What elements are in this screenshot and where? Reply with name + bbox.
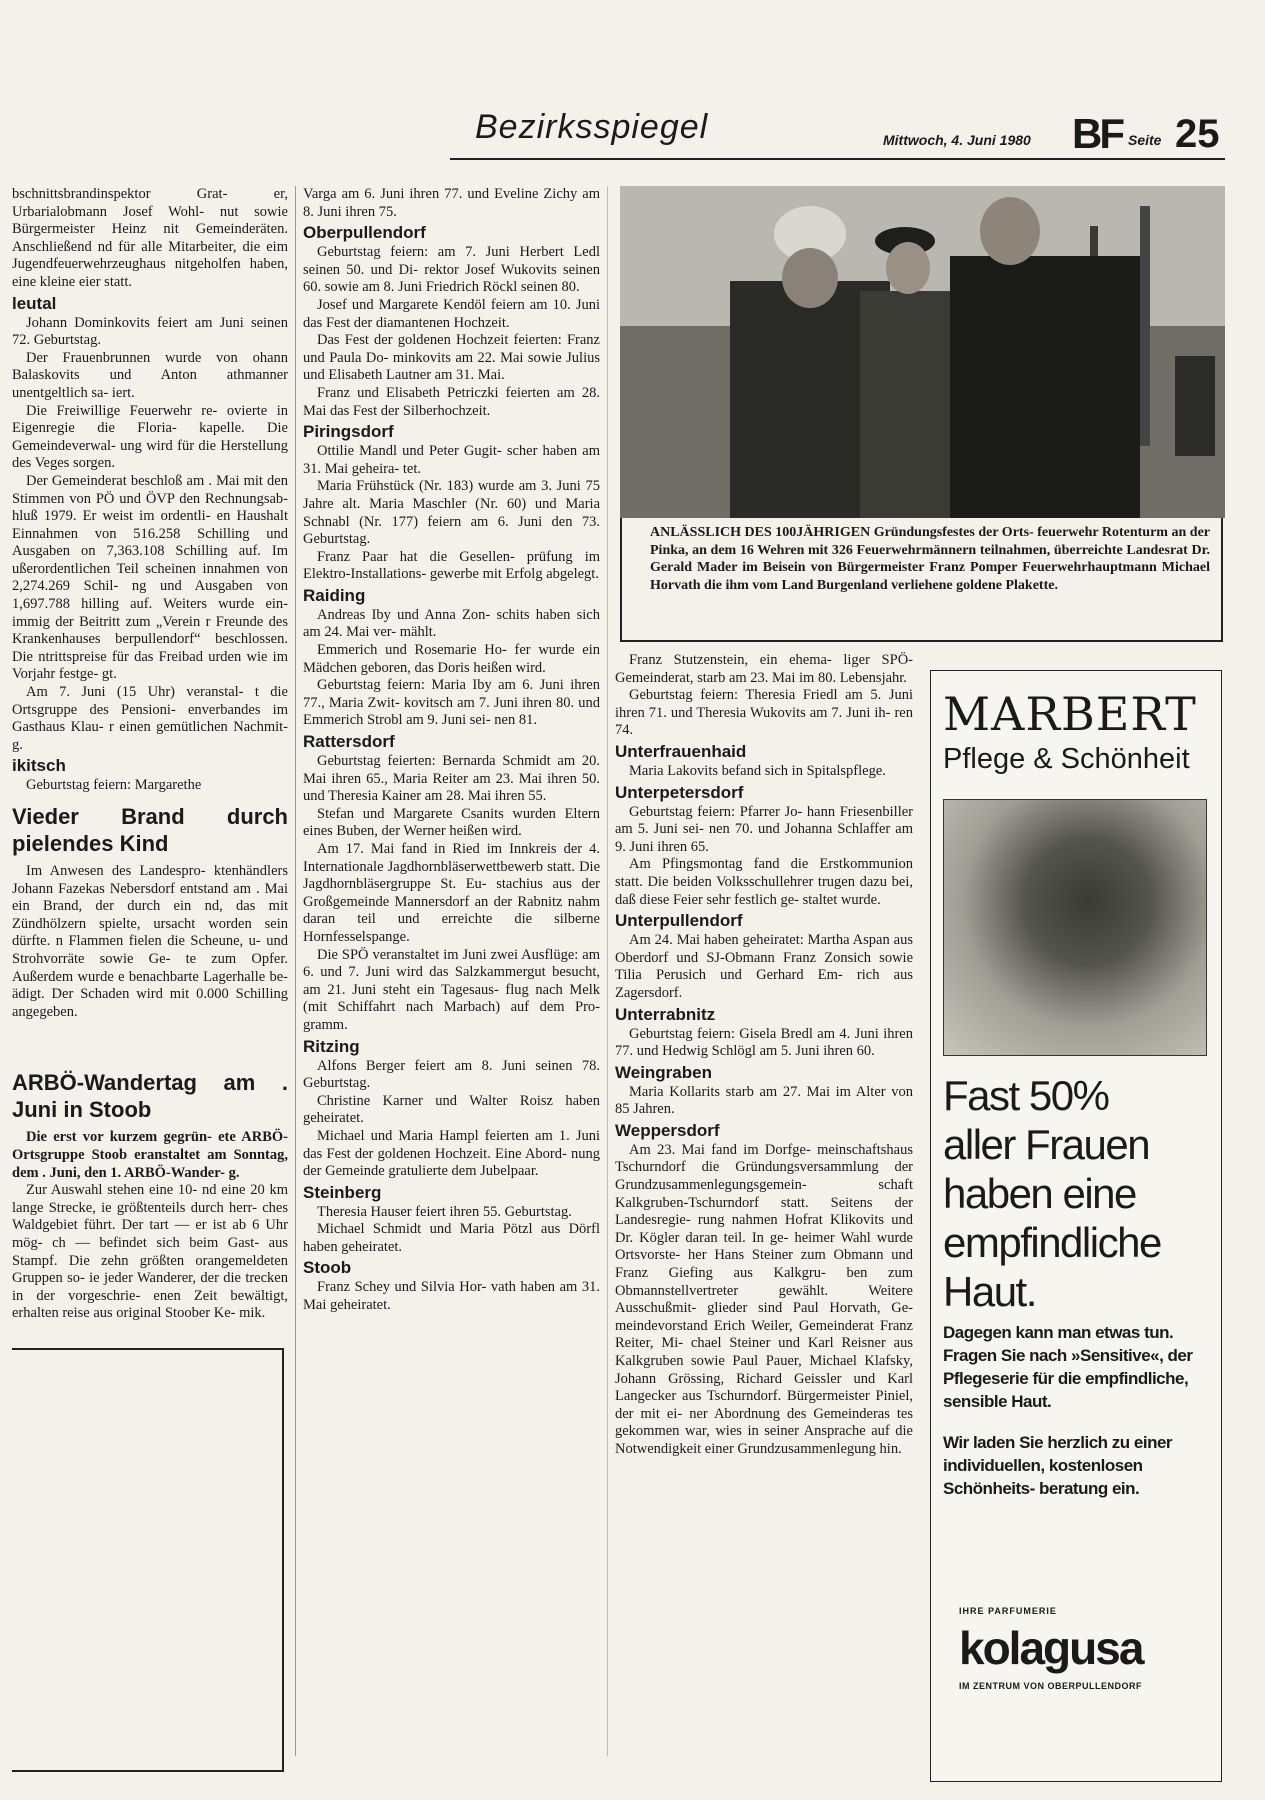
paragraph: Ottilie Mandl und Peter Gugit- scher haben am 31. Mai geheira- tet. xyxy=(303,443,600,477)
paragraph: Emmerich und Rosemarie Ho- fer wurde ein Mädchen geboren, das Doris heißen wird. xyxy=(303,642,600,676)
paragraph: Alfons Berger feiert am 8. Juni seinen 78. Geburtstag. xyxy=(303,1057,600,1092)
paragraph: Geburtstag feierten: Bernarda Schmidt am 20. Mai ihren 65., Maria Reiter am 23. Mai ihren 50. und Theresia Kainer am 28. Mai ihren 55. xyxy=(303,753,600,805)
lead-paragraph: Die erst vor kurzem gegrün- ete ARBÖ-Ortsgruppe Stoob eranstaltet am Sonntag, dem . Juni, den 1. ARBÖ-Wander- g. xyxy=(12,1129,288,1181)
article-column-2 xyxy=(303,186,600,1776)
section-heading: Weingraben xyxy=(615,1062,712,1082)
paragraph: Geburtstag feiern: Maria Iby am 6. Juni ihren 77., Maria Zwit- kovitsch am 7. Juni ihren 80. und Emmerich Strobl am 9. Juni sei- nen 81. xyxy=(303,677,600,729)
paragraph: Andreas Iby und Anna Zon- schits haben sich am 24. Mai ver- mählt. xyxy=(303,606,600,641)
section-heading: Oberpullendorf xyxy=(303,223,426,243)
paragraph: Geburtstag feiern: Margarethe xyxy=(26,777,202,794)
paragraph: Theresia Hauser feiert ihren 55. Geburtstag. xyxy=(317,1203,572,1220)
paragraph: Am 7. Juni (15 Uhr) veranstal- t die Ortsgruppe des Pensioni- enverbandes im Gasthaus Klau- r einen gemütlichen Nachmit- g. xyxy=(12,684,288,753)
photo-caption: ANLÄSSLICH DES 100JÄHRIGEN Gründungsfestes der Orts- feuerwehr Rotenturm an der Pinka, an dem 16 Wehren mit 326 Feuerwehrmännern teilnahmen, überreichte Landesrat Dr. Gerald Mader im Beisein von Bürgermeister Franz Pomper Feuerwehrhauptmann Michael Horvath die ihm vom Land Burgenland verliehene goldene Plakette. xyxy=(650,525,1210,593)
column-divider xyxy=(607,186,608,1756)
paragraph: Geburtstag feiern: Pfarrer Jo- hann Friesenbiller am 5. Juni sei- nen 70. und Johanna Schlaffer am 9. Juni ihren 65. xyxy=(615,803,913,855)
article-column-3 xyxy=(615,652,913,1772)
paragraph: Am 24. Mai haben geheiratet: Martha Aspan aus Oberdorf und SJ-Obmann Franz Zonsich sowie Tilia Perusich und Gerhard Em- rich aus Zagersdorf. xyxy=(615,932,913,1001)
paragraph: Das Fest der goldenen Hochzeit feierten: Franz und Paula Do- minkovits am 22. Mai sowie Julius und Elisabeth Lautner am 31. Mai. xyxy=(303,332,600,384)
news-photo xyxy=(620,186,1225,518)
paragraph: Franz Paar hat die Gesellen- prüfung im Elektro-Installations- gewerbe mit Erfolg abgelegt. xyxy=(303,548,600,583)
paragraph: Stefan und Margarete Csanits wurden Eltern eines Buben, der Werner heißen wird. xyxy=(303,805,600,840)
section-heading: Piringsdorf xyxy=(303,422,394,442)
paragraph: Am Pfingsmontag fand die Erstkommunion statt. Die beiden Volksschullehrer trugen dazu bei, daß diese Feier sehr festlich ge- staltet wurde. xyxy=(615,856,913,908)
section-heading: Unterpetersdorf xyxy=(615,782,744,802)
ad-store-location: IM ZENTRUM VON OBERPULLENDORF xyxy=(959,1681,1142,1691)
paragraph: Franz und Elisabeth Petriczki feierten am 28. Mai das Fest der Silberhochzeit. xyxy=(303,384,600,419)
paragraph: Geburtstag feiern: Theresia Friedl am 5. Juni ihren 71. und Theresia Wukovits am 7. Juni ih- ren 74. xyxy=(615,687,913,739)
ad-portrait-image xyxy=(943,799,1207,1056)
paragraph: Die SPÖ veranstaltet im Juni zwei Ausflüge: am 6. und 7. Juni wird das Salzkammergut besucht, am 21. Juni steht ein Tagesaus- flug nach Melk (mit Schiffahrt nach Marbach) auf dem Pro- gramm. xyxy=(303,946,600,1033)
ad-headline-line: aller Frauen xyxy=(943,1121,1150,1168)
ad-headline-line: Haut. xyxy=(943,1268,1036,1315)
section-heading: Weppersdorf xyxy=(615,1120,720,1140)
ad-store-logo: kolagusa xyxy=(959,1622,1143,1674)
paragraph: Franz Schey und Silvia Hor- vath haben am 31. Mai geheiratet. xyxy=(303,1279,600,1314)
paragraph: Die Freiwillige Feuerwehr re- ovierte in Eigenregie die Floria- kapelle. Die Gemeindeverwal- ung wird für die Herstellung des Veges sorgen. xyxy=(12,402,288,472)
section-heading: Raiding xyxy=(303,585,366,605)
paragraph: Michael Schmidt und Maria Pötzl aus Dörfl haben geheiratet. xyxy=(303,1221,600,1255)
paragraph: Christine Karner und Walter Roisz haben geheiratet. xyxy=(303,1092,600,1127)
paragraph: bschnittsbrandinspektor Grat- er, Urbarialobmann Josef Wohl- nut sowie Bürgermeister Heinz nit Gemeinderäten. Anschließend nd für alle Mitarbeiter, die eim Jugendfeuerwehrzeughaus nitgeholfen haben, eine kleine eier statt. xyxy=(12,186,288,290)
page-section-title: Bezirksspiegel xyxy=(475,108,709,146)
paragraph: Maria Frühstück (Nr. 183) wurde am 3. Juni 75 Jahre alt. Maria Maschler (Nr. 60) und Maria Schnabl (Nr. 177) feiern am 6. Juni den 73. Geburtstag. xyxy=(303,478,600,548)
paragraph: Der Frauenbrunnen wurde von ohann Balaskovits und Anton athmanner unentgeltlich sa- iert. xyxy=(12,349,288,401)
section-heading: Unterpullendorf xyxy=(615,911,743,931)
paragraph: Zur Auswahl stehen eine 10- nd eine 20 km lange Strecke, ie größtenteils durch herr- ches Waldgebiet führt. Der tart — er ist ab 6 Uhr mög- ch — befindet sich beim Gast- aus Stampf. Die zehn größten orangemeldeten Gruppen so- ie jeder Wanderer, der die trecken in der vorgeschrie- enen Zeit bewältigt, erhalten reise aus original Stoober Ke- mik. xyxy=(12,1182,288,1322)
photo-illustration xyxy=(620,186,1225,518)
ad-headline-line: empfindliche xyxy=(943,1219,1161,1266)
section-heading: Rattersdorf xyxy=(303,732,395,752)
ad-body-text: Dagegen kann man etwas tun. Fragen Sie nach »Sensitive«, der Pflegeserie für die empfindliche, sensible Haut. xyxy=(943,1323,1193,1411)
paragraph: Am 23. Mai fand im Dorfge- meinschaftshaus Tschurndorf die Gründungsversammlung der Grundzusammenlegungsgemein- schaft Kalkgruben-Tschurndorf statt. Seitens der Landesregie- rung nahmen Hofrat Klikovits und Dr. Kögler daran teil. In ge- heimer Wahl wurde Ortsvorste- her Hans Steiner zum Obmann und Franz Giefing aus Kalkgru- ben zum Obmannstellvertreter gewählt. Weitere Ausschußmit- glieder sind Paul Horvath, Ge- meindevorstand Erich Weiler, Gemeinderat Franz Reiter, Mi- chael Steiner und Karl Reisner aus Kalkgruben sowie Paul Pauer, Michael Klafsky, Johann Grössing, Richard Geissler und Karl Langecker aus Tschurndorf. Bürgermeister Piniel, der mit ei- ner Abordnung des Gemeinderas tes gekommen war, wies in seiner Ansprache auf die Notwendigkeit einer Grundzusammenlegung hin. xyxy=(615,1141,913,1457)
article-headline: ARBÖ-Wandertag am . Juni in Stoob xyxy=(12,1070,288,1123)
page-label: Seite xyxy=(1128,132,1162,148)
article-headline: Vieder Brand durch pielendes Kind xyxy=(12,804,288,856)
paragraph: Josef und Margarete Kendöl feiern am 10. Juni das Fest der diamantenen Hochzeit. xyxy=(303,296,600,331)
paragraph: Maria Kollarits starb am 27. Mai im Alter von 85 Jahren. xyxy=(615,1083,913,1118)
paragraph: Geburtstag feiern: am 7. Juni Herbert Ledl seinen 50. und Di- rektor Josef Wukovits seinen 60. sowie am 8. Juni Friedrich Röckl seinen 80. xyxy=(303,244,600,296)
paragraph: Der Gemeinderat beschloß am . Mai mit den Stimmen von PÖ und ÖVP den Rechnungsab- hluß 1979. Er weist im ordentli- en Haushalt Einnahmen von 516.258 Schilling und Ausgaben on 7,363.108 Schilling auf. Im ußerordentlichen Teil scheinen innahmen von 2,274.269 Schil- ng und Ausgaben von 1,697.788 hilling auf. Weiters wurde ein- immig der Beitritt zum „Verein r Freunde des Krankenhauses berpullendorf“ beschlossen. Die ntrittspreise für das Freibad urden wie im Vorjahr festge- gt. xyxy=(12,472,288,683)
paragraph: Im Anwesen des Landespro- ktenhändlers Johann Fazekas Nebersdorf entstand am . Mai ein Brand, der durch ein nd, das mit Zündhölzern spielte, ursacht worden sein dürfte. n Flammen fielen die Scheune, u- und Strohvorräte sowie Ge- te zum Opfer. Außerdem wurde e benachbarte Lagerhalle be- ädigt. Der Schaden wird mit 0.000 Schilling angegeben. xyxy=(12,863,288,1020)
ad-headline xyxy=(943,1071,1161,1316)
section-heading: ikitsch xyxy=(12,756,66,776)
ad-headline-line: Fast 50% xyxy=(943,1072,1109,1119)
section-heading: Ritzing xyxy=(303,1036,360,1056)
page-number: 25 xyxy=(1175,112,1220,156)
article-box xyxy=(12,1348,284,1772)
paragraph: Johann Dominkovits feiert am Juni seinen 72. Geburtstag. xyxy=(12,314,288,349)
paragraph: Franz Stutzenstein, ein ehema- liger SPÖ-Gemeinderat, starb am 23. Mai im 80. Lebensjahr. xyxy=(615,652,913,686)
paragraph: Maria Lakovits befand sich in Spitalspflege. xyxy=(629,762,886,779)
ad-invitation-text: Wir laden Sie herzlich zu einer individuellen, kostenlosen Schönheits- beratung ein. xyxy=(943,1433,1173,1498)
paragraph: Geburtstag feiern: Gisela Bredl am 4. Juni ihren 77. und Hedwig Schlögl am 5. Juni ihren 60. xyxy=(615,1025,913,1060)
ad-headline-line: haben eine xyxy=(943,1170,1136,1217)
section-heading: Steinberg xyxy=(303,1182,382,1202)
header-divider xyxy=(450,158,1225,160)
ad-tagline: Pflege & Schönheit xyxy=(943,743,1190,775)
section-heading: leutal xyxy=(12,293,57,313)
newspaper-logo: BF xyxy=(1072,110,1122,157)
column-divider xyxy=(295,186,296,1756)
section-heading: Unterfrauenhaid xyxy=(615,741,747,761)
issue-date: Mittwoch, 4. Juni 1980 xyxy=(883,132,1031,148)
paragraph: Michael und Maria Hampl feierten am 1. Juni das Fest der goldenen Hochzeit. Eine Abord- nung der Gemeinde gratulierte dem Jubelpaar. xyxy=(303,1127,600,1180)
paragraph: Am 17. Mai fand in Ried im Innkreis der 4. Internationale Jagdhornbläserwettbewerb statt. Die Jagdhornbläsergruppe St. Eu- stachius aus der Großgemeinde Mannersdorf an der Rabnitz nahm daran teil und erreichte die silberne Hornfesselspange. xyxy=(303,841,600,945)
photo-caption-box xyxy=(620,518,1223,642)
paragraph: Varga am 6. Juni ihren 77. und Eveline Zichy am 8. Juni ihren 75. xyxy=(303,186,600,220)
ad-brand: MARBERT xyxy=(943,687,1197,741)
section-heading: Unterrabnitz xyxy=(615,1004,716,1024)
ad-store-label: IHRE PARFUMERIE xyxy=(959,1606,1057,1616)
advertisement xyxy=(930,670,1222,1782)
section-heading: Stoob xyxy=(303,1258,352,1278)
